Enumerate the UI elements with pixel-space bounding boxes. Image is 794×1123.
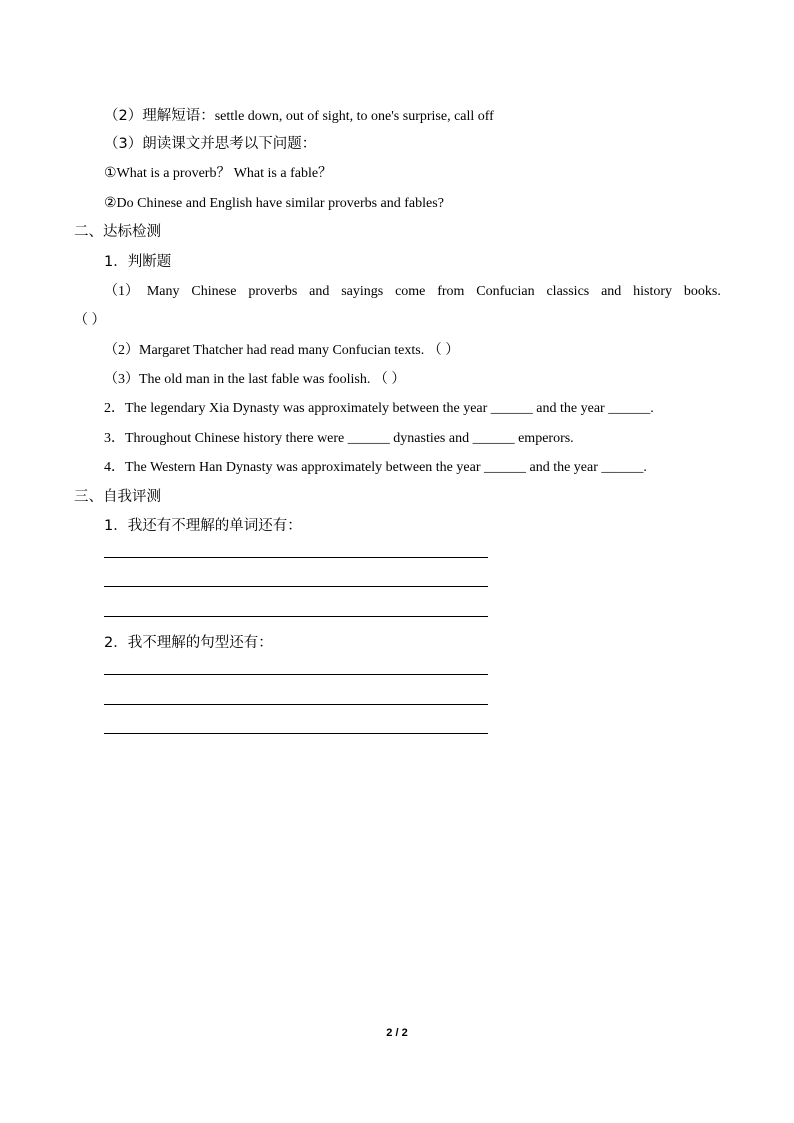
question-similar: ②Do Chinese and English have similar proverbs and fables? [104,196,444,211]
word: come [395,284,426,299]
fill-in-item-3: 3．Throughout Chinese history there were ______ dynasties and ______ emperors. [104,431,574,446]
unknown-sentences-prompt: 2．我不理解的句型还有： [104,635,273,651]
word: history [633,284,673,299]
word: and [601,284,622,299]
unknown-words-prompt: 1．我还有不理解的单词还有： [104,518,302,534]
word: classics [546,284,590,299]
fill-in-item-4: 4．The Western Han Dynasty was approximately between the year ______ and the year ______. [104,460,647,475]
true-false-heading: 1．判断题 [104,254,172,270]
answer-line [104,586,488,587]
reading-task: （3）朗读课文并思考以下问题： [104,136,317,152]
word: Many [146,284,180,299]
phrase-line [104,107,494,126]
answer-line [104,674,488,675]
word: books. [683,284,721,299]
true-false-item-3: （3）The old man in the last fable was foolish. （ ） [104,372,406,387]
answer-line [104,704,488,705]
true-false-item-1 [104,283,721,301]
section-heading-self-assessment: 三、自我评测 [74,489,161,505]
word: and [309,284,330,299]
true-false-item-2: （2）Margaret Thatcher had read many Confucian texts. （ ） [104,343,460,358]
answer-line [104,616,488,617]
section-heading-test: 二、达标检测 [74,224,161,240]
page-number: 2 / 2 [386,1027,408,1039]
item-number: （1） [104,284,139,299]
word: from [437,284,465,299]
answer-line [104,557,488,558]
word: proverbs [248,284,298,299]
phrase-list: settle down, out of sight, to one's surprise, call off [214,109,494,124]
word: Confucian [476,284,535,299]
question-proverb: ①What is a proverb？ What is a fable？ [104,166,333,181]
word: Chinese [191,284,237,299]
answer-blank: （ ） [74,313,106,328]
word: sayings [341,284,384,299]
fill-in-item-2: 2．The legendary Xia Dynasty was approximately between the year ______ and the year ______. [104,401,654,416]
true-false-item-1-text [104,283,721,301]
phrase-label: （2）理解短语： [104,108,215,124]
answer-line [104,733,488,734]
